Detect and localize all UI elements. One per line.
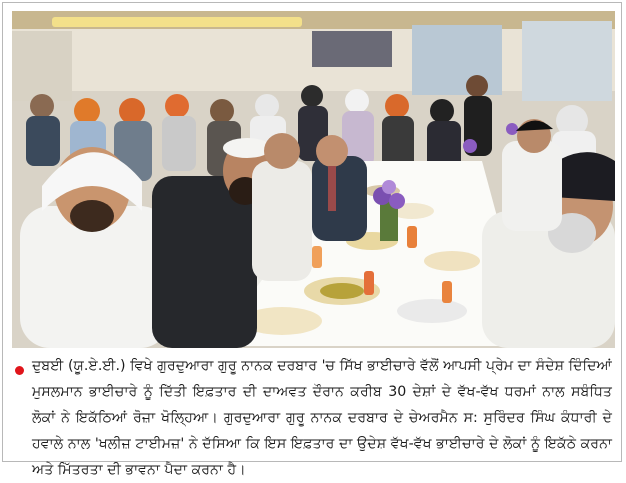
bullet-icon — [15, 366, 24, 375]
news-clipping — [2, 2, 622, 478]
event-photo — [12, 11, 615, 348]
photo-caption — [12, 351, 615, 478]
caption-text: ਦੁਬਈ (ਯੂ.ਏ.ਈ.) ਵਿਖੇ ਗੁਰਦੁਆਰਾ ਗੁਰੂ ਨਾਨਕ ਦਰਬਾਰ 'ਚ ਸਿੱਖ ਭਾਈਚਾਰੇ ਵੱਲੋਂ ਆਪਸੀ ਪ੍ਰੇਮ ਦਾ ਸੰਦੇਸ਼ ਦਿੰਦਿਆਂ ਮੁਸਲਮਾਨ ਭਾਈਚਾਰੇ ਨੂੰ ਦਿੱਤੀ ਇਫ਼ਤਾਰ ਦੀ ਦਾਅਵਤ ਦੌਰਾਨ ਕਰੀਬ 30 ਦੇਸ਼ਾਂ ਦੇ ਵੱਖ-ਵੱਖ ਧਰਮਾਂ ਨਾਲ ਸਬੰਧਿਤ ਲੋਕਾਂ ਨੇ ਇਕੱਠਿਆਂ ਰੋਜ਼ਾ ਖੋਲ੍ਹਿਆ। ਗੁਰਦੁਆਰਾ ਗੁਰੂ ਨਾਨਕ ਦਰਬਾਰ ਦੇ ਚੇਅਰਮੈਨ ਸ: ਸੁਰਿੰਦਰ ਸਿੰਘ ਕੰਧਾਰੀ ਦੇ ਹਵਾਲੇ ਨਾਲ 'ਖਲੀਜ਼ ਟਾਈਮਜ਼' ਨੇ ਦੱਸਿਆ ਕਿ ਇਸ ਇਫ਼ਤਾਰ ਦਾ ਉਦੇਸ਼ ਵੱਖ-ਵੱਖ ਭਾਈਚਾਰੇ ਦੇ ਲੋਕਾਂ ਨੂੰ ਇਕੱਠੇ ਕਰਨਾ ਅਤੇ ਮਿੱਤਰਤਾ ਦੀ ਭਾਵਨਾ ਪੈਦਾ ਕਰਨਾ ਹੈ। — [32, 358, 612, 478]
iftar-gathering-illustration — [12, 11, 615, 348]
